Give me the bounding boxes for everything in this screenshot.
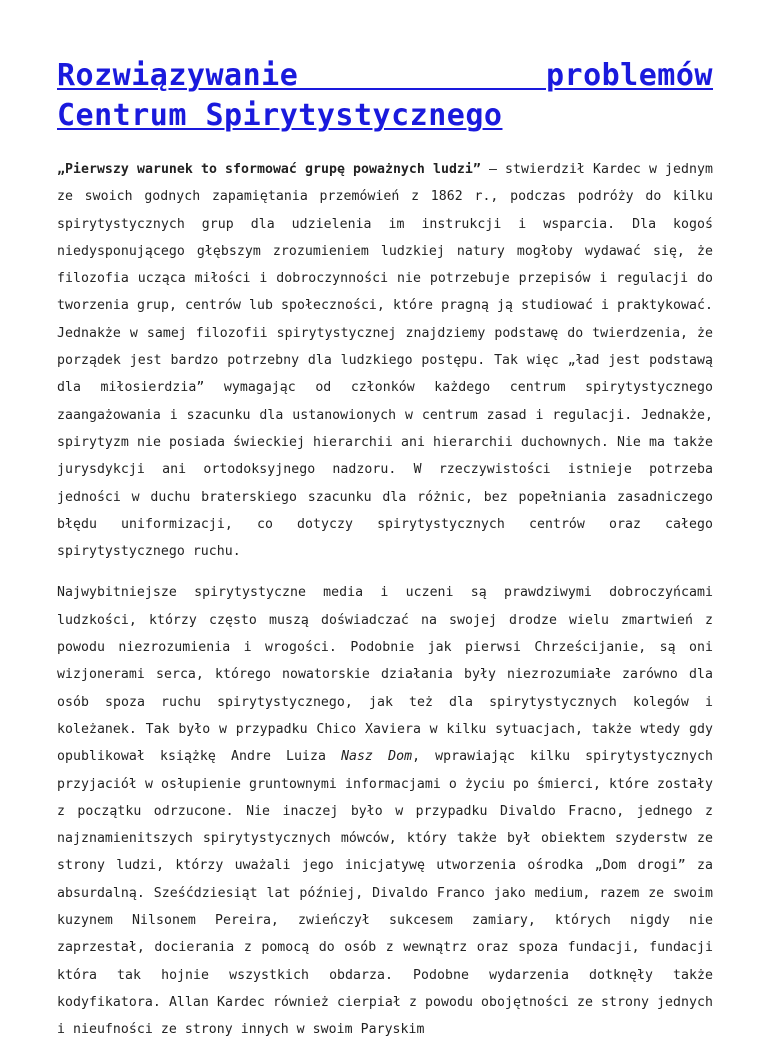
paragraph-2-text-start: Najwybitniejsze spirytystyczne media i uczeni są prawdziwymi dobroczyńcami ludzkości, którzy często muszą doświadczać na swojej drodze wielu zmartwień z powodu niezrozumienia i wrogości. Podobnie jak pierwsi Chrześcijanie, są oni wizjonerami serca, którego nowatorskie działania były niezrozumiałe zarówno dla osób spoza ruchu spirytystycznego, jak też dla spirytystycznych kolegów i koleżanek. Tak było w przypadku Chico Xaviera w kilku sytuacjach, także wtedy gdy opublikował książkę Andre Luiza (57, 585, 713, 765)
article (57, 56, 713, 1044)
article-title-line-2[interactable]: Centrum Spirytystycznego (57, 98, 503, 133)
book-title: Nasz Dom (341, 749, 413, 765)
paragraph-1-text: – stwierdził Kardec w jednym ze swoich godnych zapamiętania przemówień z 1862 r., podczas podróży do kilku spirytystycznych grup dla udzielenia im instrukcji i wsparcia. Dla kogoś niedysponującego głębszym zrozumieniem ludzkiej natury mogłoby wydawać się, że filozofia ucząca miłości i dobroczynności nie potrzebuje przepisów i regulacji do tworzenia grup, centrów lub społeczności, które pragną ją studiować i praktykować. Jednakże w samej filozofii spirytystycznej znajdziemy podstawę do twierdzenia, że porządek jest bardzo potrzebny dla ludzkiego postępu. Tak więc „ład jest podstawą dla miłosierdzia” wymagając od członków każdego centrum spirytystycznego zaangażowania i szacunku dla ustanowionych w centrum zasad i regulacji. Jednakże, spirytyzm nie posiada świeckiej hierarchii ani hierarchii duchownych. Nie ma także jurysdykcji ani ortodoksyjnego nadzoru. W rzeczywistości istnieje potrzeba jedności w duchu braterskiego szacunku dla różnic, bez popełniania zasadniczego błędu uniformizacji, co dotyczy spirytystycznych centrów oraz całego spirytystycznego ruchu. (57, 162, 713, 560)
opening-quote: „Pierwszy warunek to sformować grupę poważnych ludzi” (57, 162, 481, 177)
article-title-line-1[interactable]: Rozwiązywanie problemów (57, 58, 713, 93)
article-title[interactable] (57, 56, 713, 136)
paragraph-2-text-end: , wprawiając kilku spirytystycznych przyjaciół w osłupienie gruntownymi informacjami o życiu po śmierci, które zostały z początku odrzucone. Nie inaczej było w przypadku Divaldo Fracno, jednego z najznamienitszych spirytystycznych mówców, który także był obiektem szyderstw ze strony ludzi, którzy uważali jego inicjatywę utworzenia ośrodka „Dom drogi” za absurdalną. Sześćdziesiąt lat później, Divaldo Franco jako medium, razem ze swoim kuzynem Nilsonem Pereira, zwieńczył sukcesem zamiary, których nigdy nie zaprzestał, docierania z pomocą do osób z wewnątrz oraz spoza fundacji, fundacji która tak hojnie wszystkich obdarza. Podobne wydarzenia dotknęły także kodyfikatora. Allan Kardec również cierpiał z powodu obojętności ze strony jednych i nieufności ze strony innych w swoim Paryskim (57, 749, 713, 1038)
paragraph-1 (57, 156, 713, 565)
paragraph-2 (57, 579, 713, 1043)
